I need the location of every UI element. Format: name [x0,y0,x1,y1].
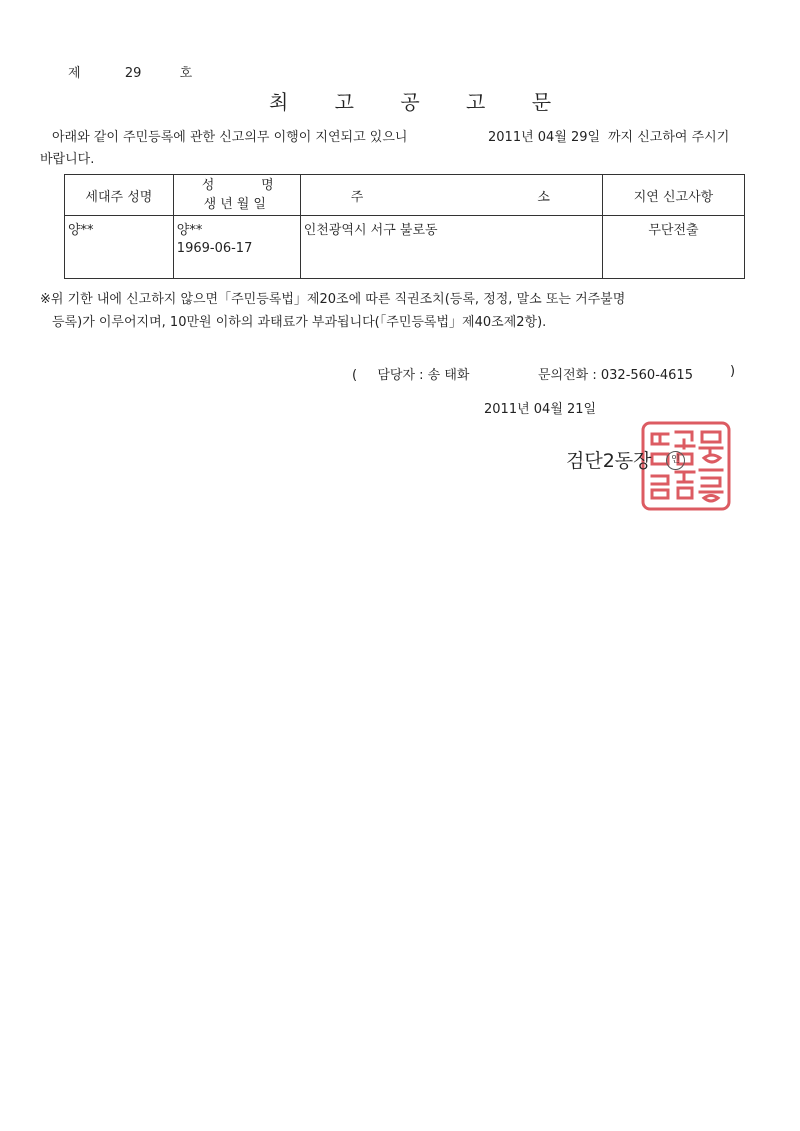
header-name-right: 명 [261,178,274,193]
contact-person: 담당자 : 송 태화 [377,368,470,383]
notice-table [64,174,745,279]
contact-phone: 문의전화 : 032-560-4615 [538,368,693,383]
signer-title: 검단2동장 [566,450,652,472]
cell-address: 인천광역시 서구 불로동 [300,216,602,279]
header-name-birth [173,175,300,216]
notice-number-prefix: 제 [68,66,81,81]
intro-deadline-suffix: 까지 신고하여 주시기 [608,130,730,145]
header-address-right: 소 [537,189,550,205]
notice-number-value: 29 [124,66,142,81]
intro-line-2: 바랍니다. [40,152,95,167]
contact-open-paren: ( [352,368,358,383]
seal-placeholder: 인 [666,451,685,470]
document-title: 최 고 공 고 문 [268,90,572,114]
cell-overdue: 무단전출 [602,216,744,279]
cell-name: 양** [176,223,203,238]
deadline-date: 2011년 04월 29일 [488,130,601,145]
header-householder: 세대주 성명 [65,175,174,216]
official-seal-icon [640,420,732,512]
header-name-left: 성 [201,178,215,193]
notice-number [68,62,192,81]
table-row [65,216,745,279]
contact-close-paren: ) [730,364,736,379]
cell-name-birth [173,216,300,279]
header-address-left: 주 [350,189,364,205]
cell-birthdate: 1969-06-17 [176,241,253,256]
cell-householder: 양** [65,216,174,279]
header-address [300,175,602,216]
header-overdue: 지연 신고사항 [602,175,744,216]
footnote-line-2: 등록)가 이루어지며, 10만원 이하의 과태료가 부과됩니다(「주민등록법」제40조제2항). [52,315,547,330]
notice-number-suffix: 호 [179,66,193,81]
contact-line [352,364,736,383]
issue-date: 2011년 04월 21일 [484,402,597,417]
table-header-row [65,175,745,216]
header-birthdate: 생년월일 [203,197,270,212]
footnote-line-1: ※위 기한 내에 신고하지 않으면「주민등록법」제20조에 따른 직권조치(등록, 정정, 말소 또는 거주불명 [40,292,626,307]
intro-line-1: 아래와 같이 주민등록에 관한 신고의무 이행이 지연되고 있으니 [52,130,408,145]
